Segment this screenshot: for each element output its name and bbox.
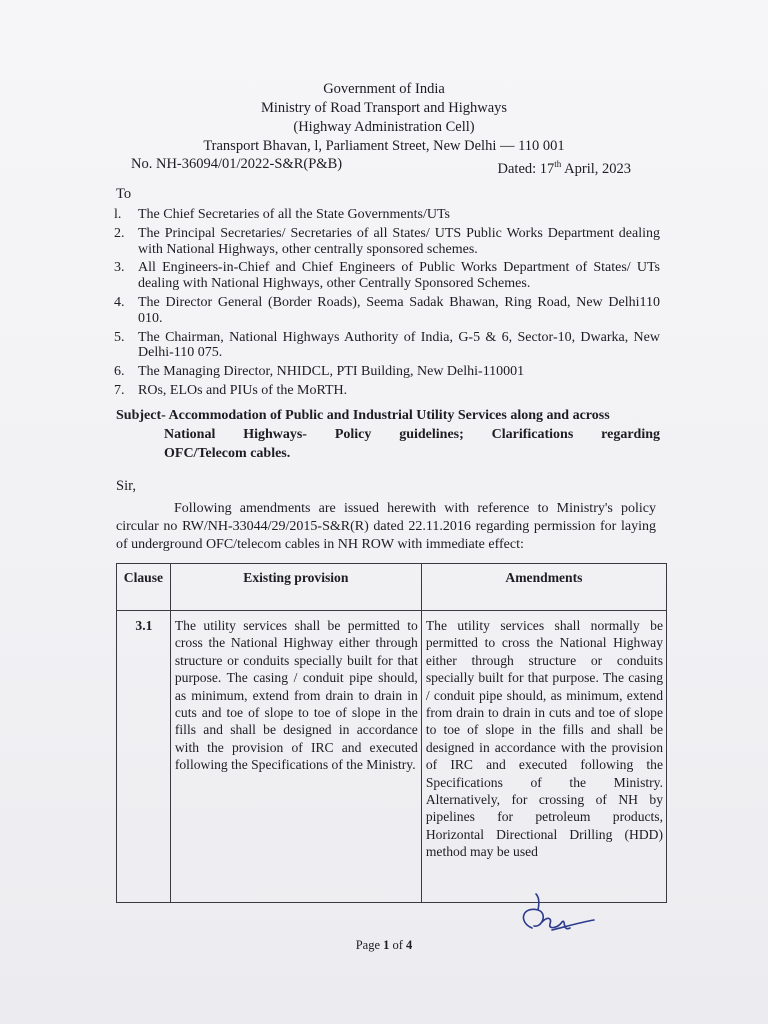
to-label: To (116, 186, 132, 202)
subject-line-3: OFC/Telecom cables. (164, 446, 291, 461)
list-item-text: The Principal Secretaries/ Secretaries of all States/ UTS Public Works Department dealing with National Highways, other centrally sponsored schemes. (138, 225, 660, 257)
list-item-text: The Chairman, National Highways Authority of India, G-5 & 6, Sector-10, Dwarka, New Delhi-110 075. (138, 329, 660, 361)
letterhead-cell: (Highway Administration Cell) (293, 119, 475, 135)
list-item-text: ROs, ELOs and PIUs of the MoRTH. (138, 382, 348, 398)
list-item-number: 3. (114, 260, 125, 276)
list-item (114, 383, 660, 399)
list-item-text: The Director General (Border Roads), Seema Sadak Bhawan, Ring Road, New Delhi110 010. (138, 294, 660, 326)
amendments-header: Amendments (421, 564, 666, 611)
signature-icon (508, 892, 598, 942)
list-item (114, 295, 660, 327)
page-footer: Page 1 of 4 (355, 938, 413, 952)
letterhead-ministry: Ministry of Road Transport and Highways (260, 100, 508, 116)
list-item (114, 226, 660, 258)
amendment-cell: The utility services shall normally be permitted to cross the National Highway either through structure or conduits specially built for that purpose. The casing / conduit pipe should, as minimum, extend from drain to drain in cuts and toe of slope to toe of slope in the fills and shall be designed in accordance with the provision of IRC and executed following the Specifications of the Ministry. Alternatively, for crossing of NH by pipelines for petroleum products, Horizontal Directional Drilling (HDD) method may be used (421, 611, 666, 903)
list-item (114, 260, 660, 292)
list-item-text: The Managing Director, NHIDCL, PTI Building, New Delhi-110001 (138, 364, 525, 380)
subject-line-2: National Highways- Policy guidelines; Clarifications regarding (164, 427, 660, 442)
list-item-number: 6. (114, 364, 125, 380)
list-item-number: 5. (114, 329, 125, 345)
letterhead-government: Government of India (323, 81, 445, 97)
letterhead (0, 80, 768, 156)
list-item (114, 207, 660, 223)
amendments-table (116, 563, 667, 903)
list-item (114, 364, 660, 380)
table-header-row (117, 564, 667, 611)
letterhead-address: Transport Bhavan, l, Parliament Street, New Delhi — 110 001 (203, 138, 565, 154)
list-item-number: l. (114, 207, 122, 222)
recipient-list (114, 207, 660, 402)
clause-cell: 3.1 (117, 611, 171, 903)
list-item-number: 7. (114, 382, 125, 398)
subject-line (116, 406, 660, 463)
page-total: 4 (406, 938, 413, 952)
subject-line-1: Subject- Accommodation of Public and Industrial Utility Services along and across (116, 408, 610, 423)
reference-row (131, 155, 631, 179)
clause-header: Clause (117, 564, 171, 611)
page-number: 1 (383, 938, 390, 952)
reference-number: No. NH-36094/01/2022-S&R(P&B) (131, 156, 343, 172)
list-item-number: 2. (114, 225, 125, 241)
reference-date: Dated: 17th April, 2023 (497, 159, 631, 177)
existing-provision-cell: The utility services shall be permitted to cross the National Highway either through structure or conduits specially built for that purpose. The casing / conduit pipe should, as minimum, extend from drain to drain in cuts and toe of slope to toe of slope in the fills and shall be designed in accordance with the provision of IRC and executed following the Specifications of the Ministry. (170, 611, 421, 903)
existing-provision-header: Existing provision (170, 564, 421, 611)
list-item-text: The Chief Secretaries of all the State Governments/UTs (138, 207, 450, 222)
body-paragraph: Following amendments are issued herewith with reference to Ministry's policy circular no RW/NH-33044/29/2015-S&R(R) dated 22.11.2016 regarding permission for laying of underground OFC/telecom cables in NH ROW with immediate effect: (116, 501, 656, 552)
list-item (114, 330, 660, 362)
table-row (117, 611, 667, 903)
salutation: Sir, (116, 478, 136, 494)
list-item-number: 4. (114, 294, 125, 310)
list-item-text: All Engineers-in-Chief and Chief Engineers of Public Works Department of States/ UTs dealing with National Highways, other Centrally Sponsored Schemes. (138, 260, 660, 292)
